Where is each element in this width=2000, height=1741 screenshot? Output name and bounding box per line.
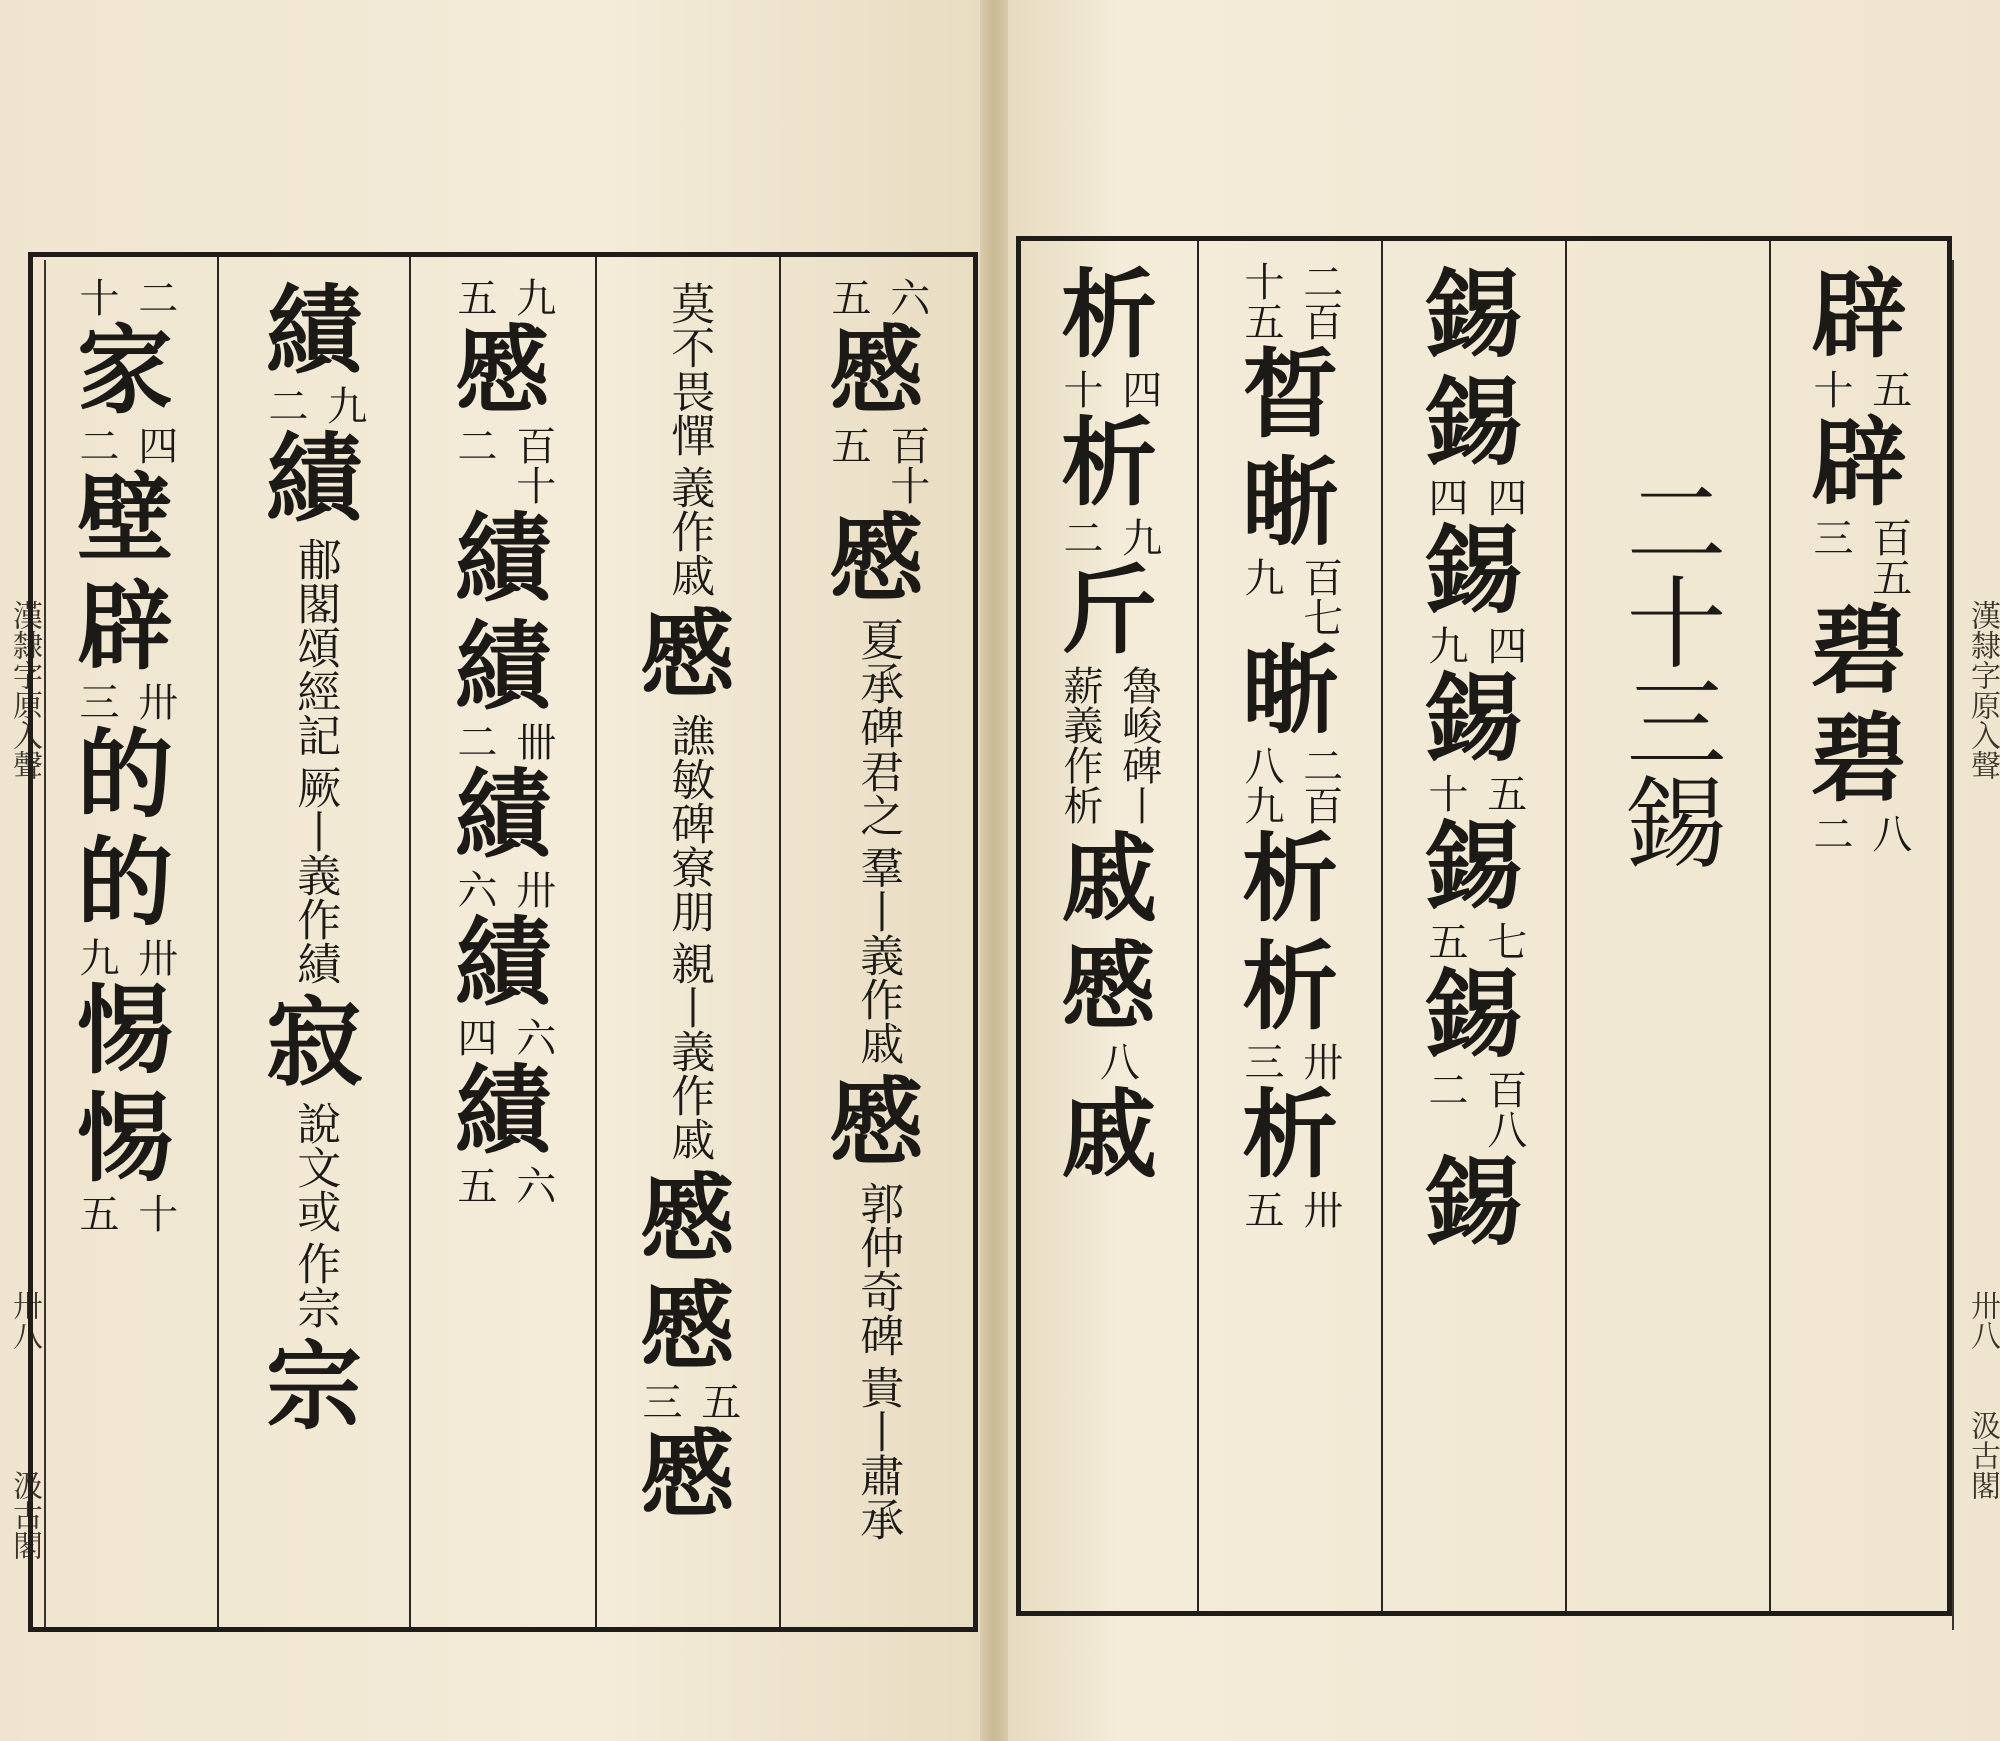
reference-numeral: 十五 — [1238, 261, 1284, 341]
source-reference — [451, 1165, 555, 1205]
annotation-note: 貴丨肅承 — [852, 1365, 904, 1541]
headword-character: 績 — [455, 758, 551, 871]
reference-numeral: 卅 — [1296, 1041, 1343, 1081]
annotation-note: 親丨義作戚 — [663, 941, 715, 1161]
annotation-note: 義作戚 — [663, 465, 715, 597]
source-reference — [1422, 773, 1526, 813]
reference-numeral: 八 — [1865, 813, 1912, 853]
headword-character: 錫 — [1426, 261, 1522, 371]
headword-character: 績 — [455, 1054, 551, 1167]
headword-character: 慼 — [640, 1162, 736, 1275]
source-reference — [451, 721, 555, 761]
headword-character: 慼 — [829, 1066, 925, 1179]
headword-character: 晣 — [1242, 634, 1338, 747]
headword-character: 析 — [1061, 406, 1157, 519]
annotation-note: 郭仲奇碑 — [852, 1181, 904, 1357]
reference-numeral: 十 — [1422, 773, 1468, 813]
headword-character: 析 — [1242, 822, 1338, 935]
annotation-note: 說文或 — [289, 1101, 341, 1233]
reference-numeral: 四 — [1480, 625, 1527, 665]
reference-numeral: 六 — [509, 1017, 556, 1057]
left-column-3 — [411, 277, 595, 1611]
headword-character: 寂 — [266, 986, 362, 1099]
reference-numeral: 七 — [1480, 921, 1527, 961]
reference-numeral: 卅 — [509, 869, 556, 909]
headword-character: 宗 — [266, 1330, 362, 1443]
right-page-frame — [1016, 236, 1952, 1616]
reference-numeral: 九 — [320, 385, 367, 425]
reference-numeral: 八九 — [1238, 745, 1284, 825]
reference-numeral: 二 — [262, 385, 308, 425]
right-margin-rule — [1952, 260, 1954, 1630]
reference-numeral: 四 — [1115, 369, 1162, 409]
reference-numeral: 二百 — [1296, 261, 1343, 341]
headword-character: 慼 — [455, 314, 551, 427]
source-reference — [825, 277, 929, 317]
reference-numeral: 百八 — [1480, 1069, 1527, 1149]
annotation-note: 作宗 — [289, 1241, 341, 1329]
headword-character: 斤 — [1061, 554, 1157, 667]
reference-numeral: 二 — [131, 277, 178, 317]
headword-character: 戚 — [1061, 1078, 1157, 1191]
reference-numeral: 五 — [825, 425, 871, 465]
reference-numeral: 十 — [1057, 369, 1103, 409]
right-column-3 — [1383, 261, 1565, 1595]
headword-character: 惕 — [77, 974, 173, 1087]
left-page-frame — [28, 252, 978, 1632]
reference-numeral: 五 — [1865, 369, 1912, 409]
left-margin-publisher: 汲古閣 — [7, 1470, 42, 1560]
reference-numeral: 六 — [451, 869, 497, 909]
headword-character: 析 — [1242, 930, 1338, 1043]
headword-character: 戚 — [1061, 822, 1157, 935]
reference-numeral: 八 — [1093, 1041, 1140, 1081]
reference-numeral: 二 — [1422, 1069, 1468, 1109]
reference-numeral: 五 — [825, 277, 871, 317]
right-column-5 — [1021, 261, 1197, 1595]
left-column-2 — [597, 277, 779, 1611]
right-margin-publisher: 汲古閣 — [1965, 1410, 2000, 1500]
headword-character: 慼 — [829, 502, 925, 615]
book-gutter — [980, 0, 1008, 1741]
source-reference — [262, 385, 366, 425]
source-reference — [1238, 557, 1342, 637]
headword-character: 的 — [77, 826, 173, 939]
headword-character: 錫 — [1426, 958, 1522, 1071]
reference-numeral: 九 — [1422, 625, 1468, 665]
headword-character: 績 — [455, 906, 551, 1019]
headword-character: 慼 — [829, 314, 925, 427]
reference-numeral: 薪義作析 — [1057, 665, 1103, 825]
headword-character: 家 — [77, 314, 173, 427]
headword-character: 績 — [455, 502, 551, 615]
source-reference — [1807, 813, 1911, 853]
reference-numeral: 四 — [451, 1017, 497, 1057]
source-reference — [1807, 369, 1911, 409]
reference-numeral: 三 — [636, 1381, 682, 1421]
headword-character: 錫 — [1426, 514, 1522, 627]
headword-character: 碧 — [1811, 702, 1907, 815]
source-reference — [73, 425, 177, 465]
reference-numeral: 十 — [131, 1193, 178, 1233]
reference-numeral: 五 — [1422, 921, 1468, 961]
reference-numeral: 十 — [73, 277, 119, 317]
reference-numeral: 四 — [131, 425, 178, 465]
right-margin-page-number: 卅八 — [1965, 1290, 2000, 1350]
headword-character: 晳 — [1242, 338, 1338, 451]
source-reference — [1807, 517, 1911, 597]
annotation-note: 譙敏碑寮朋 — [663, 713, 715, 933]
reference-numeral: 四 — [1480, 477, 1527, 517]
source-reference — [825, 425, 929, 505]
headword-character: 績 — [266, 422, 362, 535]
reference-numeral: 五 — [1480, 773, 1527, 813]
source-reference — [451, 277, 555, 317]
headword-character: 惕 — [77, 1082, 173, 1195]
reference-numeral: 九 — [1115, 517, 1162, 557]
reference-numeral: 百五 — [1865, 517, 1912, 597]
headword-character: 慼 — [1061, 930, 1157, 1043]
headword-character: 錫 — [1426, 810, 1522, 923]
reference-numeral: 二百 — [1296, 745, 1343, 825]
headword-character: 慼 — [640, 598, 736, 711]
reference-numeral: 魯峻碑丨 — [1115, 665, 1162, 825]
headword-character: 錫 — [1426, 366, 1522, 479]
headword-character: 慼 — [640, 1418, 736, 1531]
source-reference — [1057, 665, 1161, 825]
right-column-1 — [1771, 261, 1947, 1595]
source-reference — [1422, 477, 1526, 517]
source-reference — [1238, 1189, 1342, 1229]
reference-numeral: 五 — [694, 1381, 741, 1421]
reference-numeral: 五 — [451, 1165, 497, 1205]
headword-character: 辟 — [77, 570, 173, 683]
headword-character: 壁 — [77, 462, 173, 575]
left-margin-title: 漢隸字原入聲 — [7, 600, 42, 780]
left-column-1 — [781, 277, 973, 1611]
headword-character: 辟 — [1811, 261, 1907, 371]
reference-numeral: 五 — [73, 1193, 119, 1233]
source-reference — [1238, 261, 1342, 341]
headword-character: 的 — [77, 718, 173, 831]
headword-character: 析 — [1242, 1078, 1338, 1191]
reference-numeral: 六 — [509, 1165, 556, 1205]
source-reference — [451, 869, 555, 909]
source-reference — [73, 1193, 177, 1233]
reference-numeral: 二 — [451, 425, 497, 465]
annotation-note: 羣丨義作戚 — [852, 845, 904, 1065]
reference-numeral: 五 — [1238, 1189, 1284, 1229]
reference-numeral: 五 — [451, 277, 497, 317]
source-reference — [1238, 1041, 1342, 1081]
source-reference — [73, 681, 177, 721]
left-column-4 — [219, 277, 409, 1611]
reference-numeral: 三 — [1238, 1041, 1284, 1081]
source-reference — [451, 425, 555, 505]
reference-numeral: 二 — [1057, 517, 1103, 557]
headword-character: 錫 — [1426, 662, 1522, 775]
right-column-4 — [1199, 261, 1381, 1595]
source-reference — [1057, 369, 1161, 409]
headword-character: 績 — [455, 610, 551, 723]
reference-numeral: 四 — [1422, 477, 1468, 517]
source-reference — [1422, 921, 1526, 961]
reference-numeral: 九 — [509, 277, 556, 317]
reference-numeral: 三 — [73, 681, 119, 721]
reference-numeral: 百十 — [509, 425, 556, 505]
annotation-note: 厥丨義作績 — [289, 765, 341, 985]
source-reference — [1422, 1069, 1526, 1149]
annotation-note: 莫不畏憚 — [663, 281, 715, 457]
reference-numeral: 二 — [73, 425, 119, 465]
reference-numeral: 卅 — [131, 937, 178, 977]
headword-character: 慼 — [640, 1270, 736, 1383]
headword-character: 晣 — [1242, 446, 1338, 559]
source-reference — [1057, 517, 1161, 557]
annotation-note: 夏承碑君之 — [852, 617, 904, 837]
headword-character: 錫 — [1426, 1146, 1522, 1259]
reference-numeral: 卌 — [509, 721, 556, 761]
reference-numeral: 卅 — [1296, 1189, 1343, 1229]
reference-numeral: 二 — [1807, 813, 1853, 853]
rhyme-heading: 二十三錫 — [1609, 471, 1727, 871]
source-reference — [451, 1017, 555, 1057]
reference-numeral: 九 — [1238, 557, 1284, 597]
headword-character: 績 — [266, 277, 362, 387]
source-reference — [1080, 1041, 1139, 1081]
source-reference — [636, 1381, 740, 1421]
source-reference — [1238, 745, 1342, 825]
headword-character: 碧 — [1811, 594, 1907, 707]
reference-numeral: 十 — [1807, 369, 1853, 409]
headword-character: 析 — [1061, 261, 1157, 371]
reference-numeral: 九 — [73, 937, 119, 977]
headword-character: 辟 — [1811, 406, 1907, 519]
source-reference — [1422, 625, 1526, 665]
reference-numeral: 卅 — [131, 681, 178, 721]
reference-numeral: 百七 — [1296, 557, 1343, 637]
reference-numeral: 百十 — [883, 425, 930, 505]
source-reference — [73, 937, 177, 977]
left-column-5 — [33, 277, 217, 1611]
reference-numeral: 二 — [451, 721, 497, 761]
right-column-2 — [1567, 261, 1769, 1595]
left-margin-page-number: 卅八 — [7, 1290, 42, 1350]
annotation-note: 郙閣頌經記 — [289, 537, 341, 757]
reference-numeral: 六 — [883, 277, 930, 317]
source-reference — [73, 277, 177, 317]
reference-numeral: 三 — [1807, 517, 1853, 557]
right-margin-title: 漢隸字原入聲 — [1965, 600, 2000, 780]
